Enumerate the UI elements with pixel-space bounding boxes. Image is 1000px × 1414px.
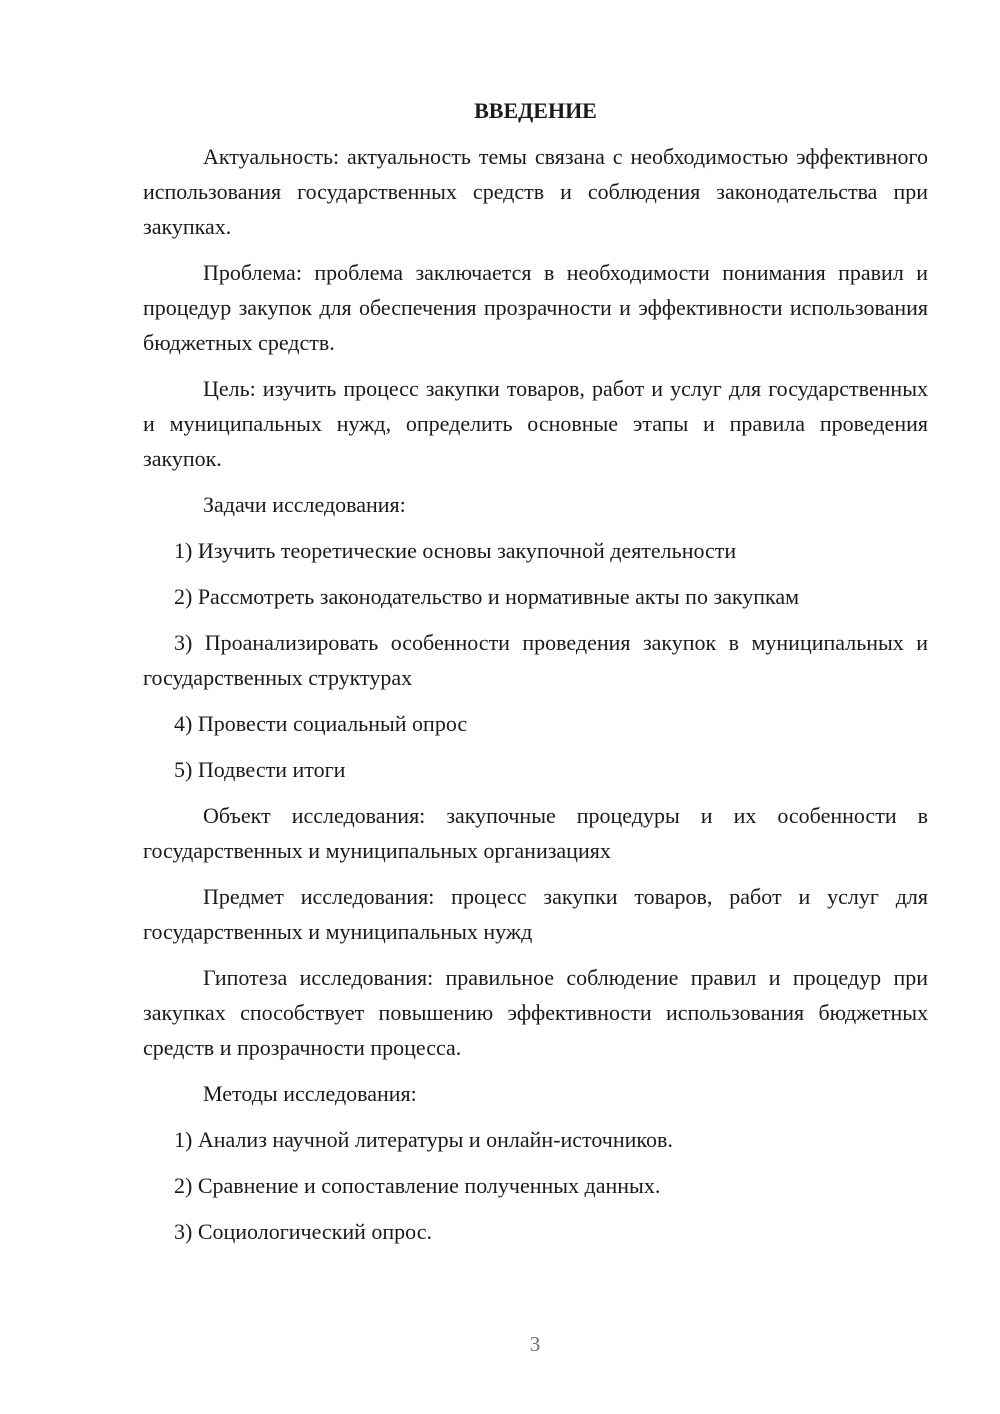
methods-title: Методы исследования: <box>203 1081 417 1106</box>
task-item: 5) Подвести итоги <box>174 757 346 782</box>
method-item: 3) Социологический опрос. <box>174 1219 432 1244</box>
page-number: 3 <box>529 1332 541 1356</box>
page-content <box>143 93 928 1260</box>
tasks-title: Задачи исследования: <box>203 492 406 517</box>
problem-paragraph: Проблема: проблема заключается в необходимости понимания правил и процедур закупок для обеспечения прозрачности и эффективности использования бюджетных средств. <box>143 260 928 355</box>
goal-paragraph: Цель: изучить процесс закупки товаров, работ и услуг для государственных и муниципальных нужд, определить основные этапы и правила проведения закупок. <box>143 376 928 471</box>
subject-paragraph: Предмет исследования: процесс закупки товаров, работ и услуг для государственных и муниципальных нужд <box>143 884 928 944</box>
relevance-paragraph: Актуальность: актуальность темы связана с необходимостью эффективного использования государственных средств и соблюдения законодательства при закупках. <box>143 144 928 239</box>
task-item: 4) Провести социальный опрос <box>174 711 468 736</box>
task-item: 3) Проанализировать особенности проведения закупок в муниципальных и государственных структурах <box>143 630 928 690</box>
hypothesis-paragraph: Гипотеза исследования: правильное соблюдение правил и процедур при закупках способствует повышению эффективности использования бюджетных средств и прозрачности процесса. <box>143 965 928 1060</box>
task-item: 1) Изучить теоретические основы закупочной деятельности <box>174 538 737 563</box>
object-paragraph: Объект исследования: закупочные процедуры и их особенности в государственных и муниципальных организациях <box>143 803 928 863</box>
section-heading: ВВЕДЕНИЕ <box>474 98 597 123</box>
method-item: 2) Сравнение и сопоставление полученных данных. <box>174 1173 661 1198</box>
method-item: 1) Анализ научной литературы и онлайн-источников. <box>174 1127 673 1152</box>
task-item: 2) Рассмотреть законодательство и нормативные акты по закупкам <box>174 584 800 609</box>
